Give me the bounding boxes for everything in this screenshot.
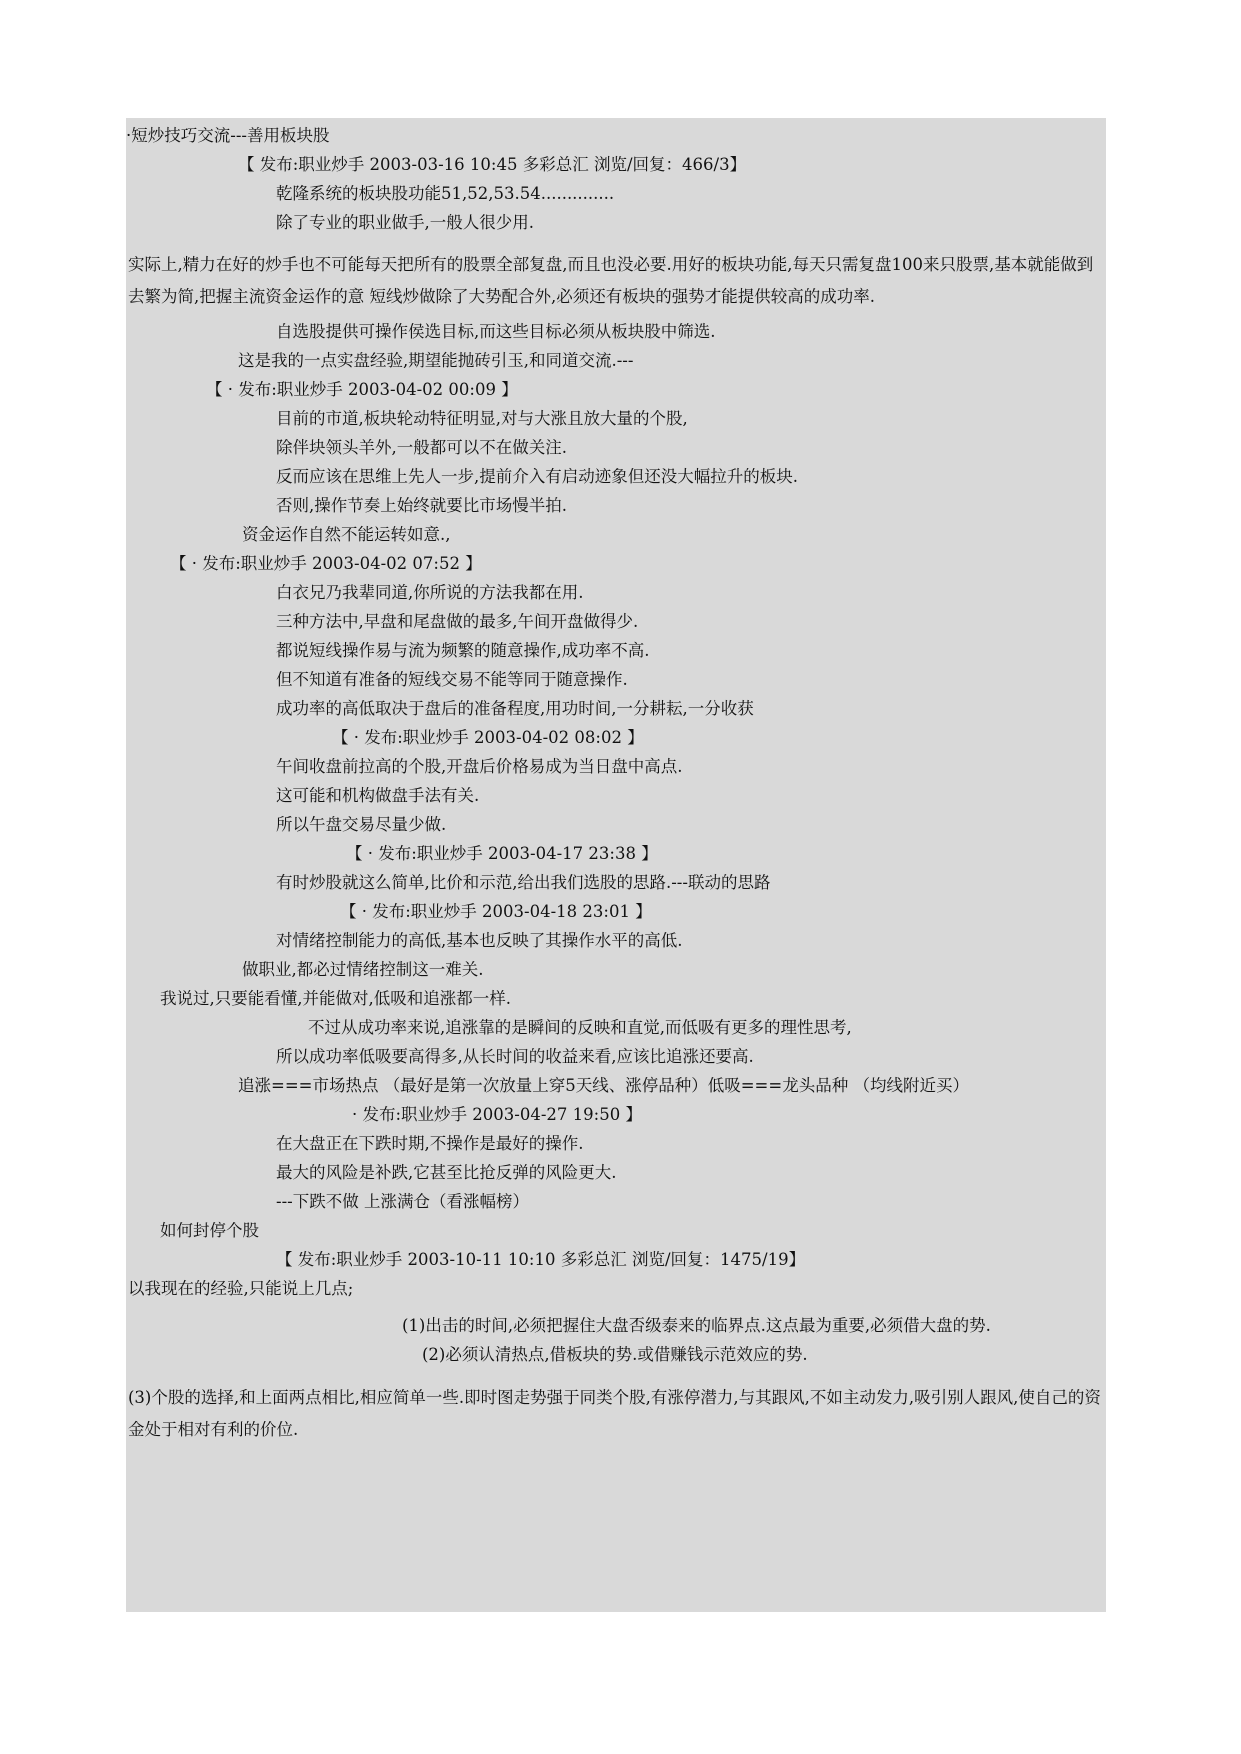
- paragraph: (3)个股的选择,和上面两点相比,相应简单一些.即时图走势强于同类个股,有涨停潜力,与其跟风,不如主动发力,吸引别人跟风,使自己的资金处于相对有利的价位.: [128, 1388, 1101, 1439]
- text-line: 除伴块领头羊外,一般都可以不在做关注.: [276, 438, 567, 457]
- text-line: 三种方法中,早盘和尾盘做的最多,午间开盘做得少.: [276, 612, 639, 631]
- text-line: 这可能和机构做盘手法有关.: [276, 786, 480, 805]
- text-line: 所以午盘交易尽量少做.: [276, 815, 447, 834]
- text-line: 都说短线操作易与流为频繁的随意操作,成功率不高.: [276, 641, 650, 660]
- text-line: 反而应该在思维上先人一步,提前介入有启动迹象但还没大幅拉升的板块.: [276, 467, 798, 486]
- text-line: 但不知道有准备的短线交易不能等同于随意操作.: [276, 670, 628, 689]
- post-header: 【 发布:职业炒手 2003-03-16 10:45 多彩总汇 浏览/回复：466/3】: [238, 155, 747, 174]
- text-line: 否则,操作节奏上始终就要比市场慢半拍.: [276, 496, 567, 515]
- post-header: 【 发布:职业炒手 2003-10-11 10:10 多彩总汇 浏览/回复：1475/19】: [276, 1250, 806, 1269]
- text-line: 所以成功率低吸要高得多,从长时间的收益来看,应该比追涨还要高.: [276, 1047, 754, 1066]
- text-line: 对情绪控制能力的高低,基本也反映了其操作水平的高低.: [276, 931, 683, 950]
- text-line: 成功率的高低取决于盘后的准备程度,用功时间,一分耕耘,一分收获: [276, 699, 754, 718]
- post-header: 【 · 发布:职业炒手 2003-04-18 23:01 】: [340, 902, 652, 921]
- text-line: 午间收盘前拉高的个股,开盘后价格易成为当日盘中高点.: [276, 757, 683, 776]
- paragraph: 实际上,精力在好的炒手也不可能每天把所有的股票全部复盘,而且也没必要.用好的板块功能,每天只需复盘100来只股票,基本就能做到去繁为简,把握主流资金运作的意 短线炒做除了大势配合外,必须还有板块的强势才能提供较高的成功率.: [128, 255, 1094, 306]
- text-line: 不过从成功率来说,追涨靠的是瞬间的反映和直觉,而低吸有更多的理性思考,: [308, 1018, 852, 1037]
- text-line: 自选股提供可操作侯选目标,而这些目标必须从板块股中筛选.: [276, 322, 716, 341]
- text-line: 乾隆系统的板块股功能51,52,53.54..............: [276, 184, 615, 203]
- post-header: 【 · 发布:职业炒手 2003-04-17 23:38 】: [346, 844, 658, 863]
- text-line: (2)必须认清热点,借板块的势.或借赚钱示范效应的势.: [422, 1345, 808, 1364]
- text-line: 资金运作自然不能运转如意.,: [242, 525, 451, 544]
- text-line: 有时炒股就这么简单,比价和示范,给出我们选股的思路.---联动的思路: [276, 873, 771, 892]
- text-line: (1)出击的时间,必须把握住大盘否级泰来的临界点.这点最为重要,必须借大盘的势.: [402, 1316, 991, 1335]
- document-page: [126, 118, 1106, 1612]
- post-header: 【 · 发布:职业炒手 2003-04-02 07:52 】: [170, 554, 482, 573]
- text-line: 追涨===市场热点 （最好是第一次放量上穿5天线、涨停品种）低吸===龙头品种 （均线附近买）: [238, 1076, 969, 1095]
- post-header: · 发布:职业炒手 2003-04-27 19:50 】: [352, 1105, 642, 1124]
- text-line: 我说过,只要能看懂,并能做对,低吸和追涨都一样.: [160, 989, 511, 1008]
- text-line: 最大的风险是补跌,它甚至比抢反弹的风险更大.: [276, 1163, 617, 1182]
- text-line: 这是我的一点实盘经验,期望能抛砖引玉,和同道交流.---: [238, 351, 634, 370]
- text-line: 做职业,都必过情绪控制这一难关.: [242, 960, 484, 979]
- text-line: 除了专业的职业做手,一般人很少用.: [276, 213, 534, 232]
- text-line: 在大盘正在下跌时期,不操作是最好的操作.: [276, 1134, 584, 1153]
- section-heading: 如何封停个股: [160, 1221, 259, 1240]
- document-title: ·短炒技巧交流---善用板块股: [126, 126, 330, 145]
- post-header: 【 · 发布:职业炒手 2003-04-02 08:02 】: [332, 728, 644, 747]
- text-line: 目前的市道,板块轮动特征明显,对与大涨且放大量的个股,: [276, 409, 688, 428]
- text-line: 白衣兄乃我辈同道,你所说的方法我都在用.: [276, 583, 584, 602]
- text-line: 以我现在的经验,只能说上几点;: [128, 1279, 354, 1298]
- text-line: ---下跌不做 上涨满仓（看涨幅榜）: [276, 1192, 529, 1211]
- post-header: 【 · 发布:职业炒手 2003-04-02 00:09 】: [206, 380, 518, 399]
